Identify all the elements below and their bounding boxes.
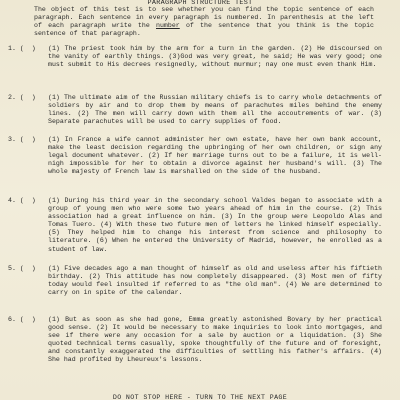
answer-blank-6[interactable]: 6. ( )	[8, 316, 36, 323]
instructions	[34, 6, 374, 38]
paragraph-3: (1) In France a wife cannot administer her own estate, have her own bank account, make the least decision regarding the upbringing of her own children, or sign any legal document whatever. (2) If her marriage turns out to be a failure, it is well-nigh impossible for her to obtain a divorce against her husband's will. (3) The whole majesty of French law is marshalled on the side of the husband.	[48, 136, 382, 176]
instructions-underlined-word: number	[156, 22, 180, 30]
page-title: PARAGRAPH STRUCTURE TEST	[147, 0, 253, 7]
paragraph-5: (1) Five decades ago a man thought of himself as old and useless after his fiftieth birthday. (2) This attitude has now completely disappeared. (3) Most men of fifty today would feel insulted if referred to as "the old man". (4) We are determined to carry on in spite of the calendar.	[48, 265, 382, 297]
answer-blank-1[interactable]: 1. ( )	[8, 45, 36, 52]
paragraph-1: (1) The priest took him by the arm for a turn in the garden. (2) He discoursed on the vanity of earthly things. (3)God was very great, he said; He was very good; one must submit to His decrees resignedly, without murmur; nay one must even thank Him.	[48, 45, 382, 69]
answer-blank-4[interactable]: 4. ( )	[8, 197, 36, 204]
paragraph-6: (1) But as soon as she had gone, Emma greatly astonished Bovary by her practical good sense. (2) It would be necessary to make inquiries to look into mortgages, and see if there were any occasion for a sale by auction or a liquidation. (3) She quoted technical terms casually, spoke thoughtfully of the future and of foresight, and constantly exaggerated the difficulties of settling his father's affairs. (4) She had profited by Lheureux's lessons.	[48, 316, 382, 364]
answer-blank-3[interactable]: 3. ( )	[8, 136, 36, 143]
answer-blank-5[interactable]: 5. ( )	[8, 265, 36, 272]
paragraph-4: (1) During his third year in the secondary school Valdes began to associate with a group of young men who were some two years ahead of him in the course. (2) This association had a great influence on him. (3) In the group were Leopoldo Alas and Tomas Tuero. (4) With these two future men of letters he linked himself especially. (5) They helped him to change his interest from science and philosophy to literature. (6) When he entered the University of Madrid, however, he enrolled as a student of law.	[48, 197, 382, 253]
instructions-part2: of the sentence that you think is the topic sentence of that paragraph.	[34, 22, 375, 38]
footer-note: DO NOT STOP HERE - TURN TO THE NEXT PAGE	[112, 394, 288, 400]
answer-blank-2[interactable]: 2. ( )	[8, 94, 36, 101]
paragraph-2: (1) The ultimate aim of the Russian military chiefs is to carry whole detachments of soldiers by air and to drop them by means of parachutes miles behind the enemy lines. (2) The men will carry down with them all the accoutrements of war. (3) Separate parachutes will be used to carry supplies of food.	[48, 94, 382, 126]
instructions-part1: The object of this test is to see whether you can find the topic sentence of each paragraph. Each sentence in every paragraph is numbered. In parenthesis at the left of each paragraph write the	[34, 6, 374, 30]
